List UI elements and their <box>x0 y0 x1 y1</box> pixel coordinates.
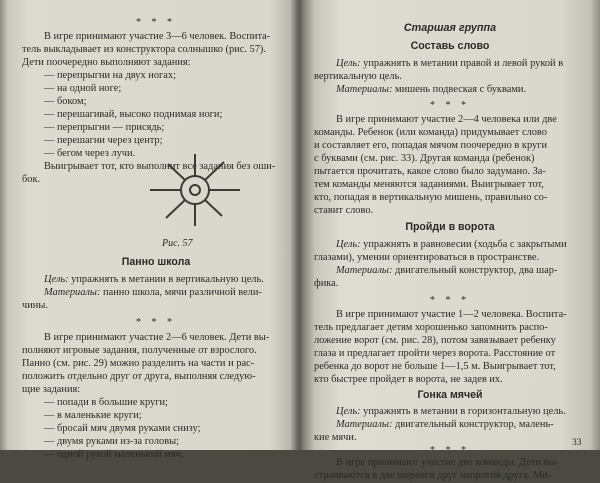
page-number: 33 <box>572 438 582 448</box>
materials-line <box>314 83 526 97</box>
goal-text: упражнять в метании правой и левой рукой в <box>360 58 564 69</box>
list-item: — одной рукой маленький мяч. <box>44 449 184 460</box>
paragraph-line: ложение ворот (см. рис. 28), потом завязывает ребенку <box>314 335 556 346</box>
paragraph-line: глазами), умении ориентироваться в пространстве. <box>314 252 540 263</box>
paragraph-line: В игре принимают участие 2—4 человека или две <box>336 114 557 125</box>
list-item: — двумя руками из-за головы; <box>44 436 179 447</box>
paragraph-line: Выигрывает тот, кто выполнит все задания без оши- <box>44 161 276 172</box>
goal-line <box>22 273 264 287</box>
goal-label: Цель: <box>44 274 69 285</box>
list-item: — перепрыгни на двух ногах; <box>44 70 176 81</box>
paragraph-line: пытается прочитать, какое слово было задумано. За- <box>314 166 546 177</box>
paragraph-line: В игре принимают участие 1—2 человека. Воспита- <box>336 309 567 320</box>
section-divider: * * * <box>136 17 176 28</box>
paragraph-line: команды. Ребенок (или команда) придумывает слово <box>314 127 547 138</box>
game-title: Пройди в ворота <box>405 221 495 233</box>
materials-text: мишень подвеская с буквами. <box>392 84 527 95</box>
list-item: — бросай мяч двумя руками снизу; <box>44 423 201 434</box>
paragraph-line: ребенка до ворот не больше 1—1,5 м. Выигрывает тот, <box>314 361 556 372</box>
goal-line <box>314 238 567 252</box>
section-divider: * * * <box>136 317 176 328</box>
left-page <box>22 0 290 460</box>
goal-label: Цель: <box>336 239 361 250</box>
list-item: — в маленькие круги; <box>44 410 142 421</box>
materials-line <box>314 418 554 432</box>
materials-text: двигательный конструктор, два шар- <box>392 265 558 276</box>
game-title: Составь слово <box>410 40 490 52</box>
materials-line <box>22 286 262 300</box>
game-title: Панно школа <box>121 256 191 268</box>
paragraph-line: Дети поочередно выполняют задания: <box>22 57 191 68</box>
paragraph-line: Панно (см. рис. 29) можно разделить на части и рас- <box>22 358 255 369</box>
sun-illustration <box>140 150 250 230</box>
materials-label: Материалы: <box>336 419 393 430</box>
materials-text: панно школа, мячи различной вели- <box>100 287 262 298</box>
paragraph-line: тель выкладывает из конструктора солнышко (рис. 57). <box>22 44 266 55</box>
paragraph-line: страиваются в две шеренги друг напротив друга. Ми- <box>314 470 552 481</box>
paragraph-line: кто быстрее пройдет в ворота, не задев их. <box>314 374 503 385</box>
figure-caption: Рис. 57 <box>162 238 193 249</box>
paragraph-line: и составляет его, попадая мячом поочередно в круги <box>314 140 548 151</box>
goal-line <box>314 57 563 71</box>
group-title: Старшая группа <box>403 22 497 34</box>
materials-label: Материалы: <box>336 265 393 276</box>
goal-line <box>314 405 566 419</box>
list-item: — перепрыгни — присядь; <box>44 122 165 133</box>
section-divider: * * * <box>430 100 470 111</box>
sun-figure <box>140 150 250 230</box>
paragraph-line: тем команды меняются заданиями. Выигрывает тот, <box>314 179 544 190</box>
materials-label: Материалы: <box>336 84 393 95</box>
goal-label: Цель: <box>336 406 361 417</box>
paragraph-line: В игре принимают участие две команды. Дети вы- <box>336 457 559 468</box>
paragraph-line: вертикальную цель. <box>314 71 402 82</box>
paragraph-line: ставит слово. <box>314 205 374 216</box>
list-item: — на одной ноге; <box>44 83 122 94</box>
list-item: — бегом через лучи. <box>44 148 136 159</box>
goal-text: упражнять в метании в вертикальную цель. <box>68 274 264 285</box>
materials-label: Материалы: <box>44 287 101 298</box>
paragraph-line: В игре принимают участие 2—6 человек. Дети вы- <box>44 332 270 343</box>
paragraph-line: бок. <box>22 174 41 185</box>
list-item: — перешагивай, высоко поднимая ноги; <box>44 109 223 120</box>
list-item: — попади в большие круги; <box>44 397 168 408</box>
goal-label: Цель: <box>336 58 361 69</box>
section-divider: * * * <box>430 445 470 456</box>
paragraph-line: тель предлагает детям хорошенько запомнить распо- <box>314 322 548 333</box>
goal-text: упражнять в равновесии (ходьба с закрытыми <box>360 239 567 250</box>
paragraph-line: кто, попадая в вертикальную мишень, правильно со- <box>314 192 548 203</box>
goal-text: упражнять в метании в горизонтальную цель. <box>360 406 566 417</box>
materials-text: двигательный конструктор, малень- <box>392 419 554 430</box>
paragraph-line: полняют игровые задания, полученные от взрослого. <box>22 345 257 356</box>
paragraph-line: чины. <box>22 300 48 311</box>
paragraph-line: щие задания: <box>22 384 81 395</box>
list-item: — перешагни через центр; <box>44 135 163 146</box>
materials-line <box>314 264 557 278</box>
section-divider: * * * <box>430 295 470 306</box>
paragraph-line: с буквами (см. рис. 33). Другая команда (ребенок) <box>314 153 535 164</box>
paragraph-line: кие мячи. <box>314 432 357 443</box>
paragraph-line: глаза и предлагает пройти через ворота. Расстояние от <box>314 348 556 359</box>
right-page <box>314 0 586 481</box>
list-item: — боком; <box>44 96 87 107</box>
paragraph-line: положить отдельно друг от друга, выполняя следую- <box>22 371 256 382</box>
paragraph-line: В игре принимают участие 3—6 человек. Воспита- <box>44 31 271 42</box>
paragraph-line: фика. <box>314 278 339 289</box>
game-title: Гонка мячей <box>417 389 483 401</box>
